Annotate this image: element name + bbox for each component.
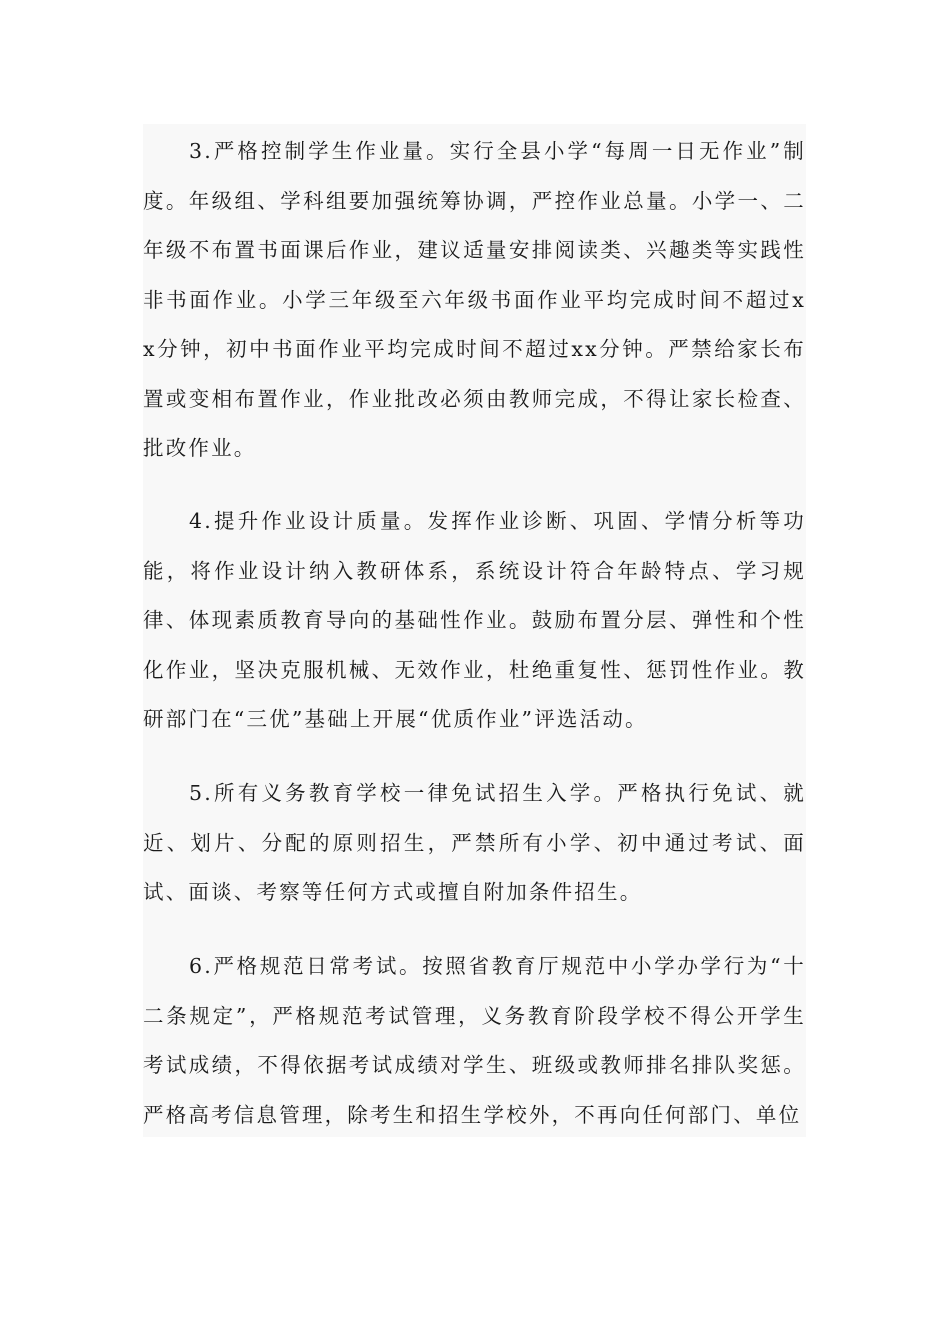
- paragraph-exam-free-enrollment: 5.所有义务教育学校一律免试招生入学。严格执行免试、就近、划片、分配的原则招生，严禁所有小学、初中通过考试、面试、面谈、考察等任何方式或擅自附加条件招生。: [143, 781, 806, 904]
- paragraph-homework-design: 4.提升作业设计质量。发挥作业诊断、巩固、学情分析等功能，将作业设计纳入教研体系，系统设计符合年龄特点、学习规律、体现素质教育导向的基础性作业。鼓励布置分层、弹性和个性化作业，坚决克服机械、无效作业，杜绝重复性、惩罚性作业。教研部门在“三优”基础上开展“优质作业”评选活动。: [143, 509, 806, 731]
- paragraph-homework-quantity: 3.严格控制学生作业量。实行全县小学“每周一日无作业”制度。年级组、学科组要加强统筹协调，严控作业总量。小学一、二年级不布置书面课后作业，建议适量安排阅读类、兴趣类等实践性非书面作业。小学三年级至六年级书面作业平均完成时间不超过xx分钟，初中书面作业平均完成时间不超过xx分钟。严禁给家长布置或变相布置作业，作业批改必须由教师完成，不得让家长检查、批改作业。: [143, 139, 806, 460]
- paragraph-daily-exams: 6.严格规范日常考试。按照省教育厅规范中小学办学行为“十二条规定”，严格规范考试管理，义务教育阶段学校不得公开学生考试成绩，不得依据考试成绩对学生、班级或教师排名排队奖惩。严格高考信息管理，除考生和招生学校外，不再向任何部门、单位: [143, 954, 806, 1127]
- document-body: [143, 124, 806, 1137]
